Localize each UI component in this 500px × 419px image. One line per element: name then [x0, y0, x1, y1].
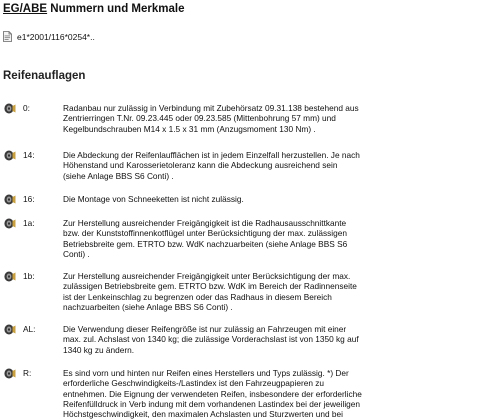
approval-number[interactable]: e1*2001/116*0254*..: [17, 31, 95, 42]
requirement-code: AL:: [23, 324, 36, 334]
requirement-code: 1a:: [23, 218, 35, 228]
requirement-text: Es sind vorn und hinten nur Reifen eines Herstellers und Typs zulässig. *) Der erforderliche Geschwindigkeits-/Lastindex ist den Fahrzeugpapieren zu entnehmen. Die Eignung der verwendeten Reifen, insbesondere der erforderliche Reifenfülldruck in Verb indung mit dem vorhandenen Lastindex bei der jeweiligen Höchstgeschwindigkeit, den maximalen Achslasten und Sturzwerten und bei: [63, 368, 362, 419]
tire-icon: [3, 368, 16, 379]
requirement-code: 1b:: [23, 271, 35, 281]
tire-icon: [3, 194, 16, 205]
tire-icon: [3, 271, 16, 282]
page-title: [3, 3, 185, 15]
requirement-text: Zur Herstellung ausreichender Freigängigkeit ist die Radhausausschnittkante bzw. der Kunststoffinnenkotflügel unter Berücksichtigung der max. zulässigen Betriebsbreite gem. ETRTO bzw. WdK nachzuarbeiten (siehe Anlage BBS S6 Conti) .: [63, 218, 348, 259]
requirement-text: Die Montage von Schneeketten ist nicht zulässig.: [63, 194, 244, 204]
title-rest: Nummern und Merkmale: [47, 3, 185, 15]
section-title-tire-requirements: Reifenauflagen: [3, 70, 86, 82]
tire-icon: [3, 150, 16, 161]
tire-icon: [3, 103, 16, 114]
requirement-text: Zur Herstellung ausreichender Freigängigkeit unter Berücksichtigung der max. zulässigen Betriebsbreite gem. ETRTO bzw. WdK im Bereich der Radinnenseite ist der Lenkeinschlag zu begrenzen oder das Radhaus in diesem Bereich nachzuarbeiten (siehe Anlage BBS S6 Conti) .: [63, 271, 357, 312]
approval-document-link[interactable]: [3, 31, 95, 42]
tire-icon: [3, 324, 16, 335]
requirement-text: Die Verwendung dieser Reifengröße ist nur zulässig an Fahrzeugen mit einer max. zul. Achslast von 1340 kg; die zulässige Vorderachslast ist von 1350 kg auf 1340 kg zu ändern.: [63, 324, 359, 355]
title-link[interactable]: EG/ABE: [3, 3, 48, 15]
requirement-code: 0:: [23, 103, 30, 113]
requirement-text: Radanbau nur zulässig in Verbindung mit Zubehörsatz 09.31.138 bestehend aus Zentrierringen T.Nr. 09.23.445 oder 09.23.585 (Mittenbohrung 57 mm) und Kegelbundschrauben M14 x 1.5 x 31 mm (Anzugsmoment 130 Nm) .: [63, 103, 359, 134]
requirement-code: R:: [23, 368, 32, 378]
document-icon: [3, 31, 12, 42]
requirement-text: Die Abdeckung der Reifenlaufflächen ist in jedem Einzelfall herzustellen. Je nach Höhenstand und Karosserietoleranz kann die Abdeckung ausreichend sein (siehe Anlage BBS S6 Conti) .: [63, 150, 360, 181]
requirement-code: 16:: [23, 194, 35, 204]
tire-icon: [3, 218, 16, 229]
requirement-code: 14:: [23, 150, 35, 160]
